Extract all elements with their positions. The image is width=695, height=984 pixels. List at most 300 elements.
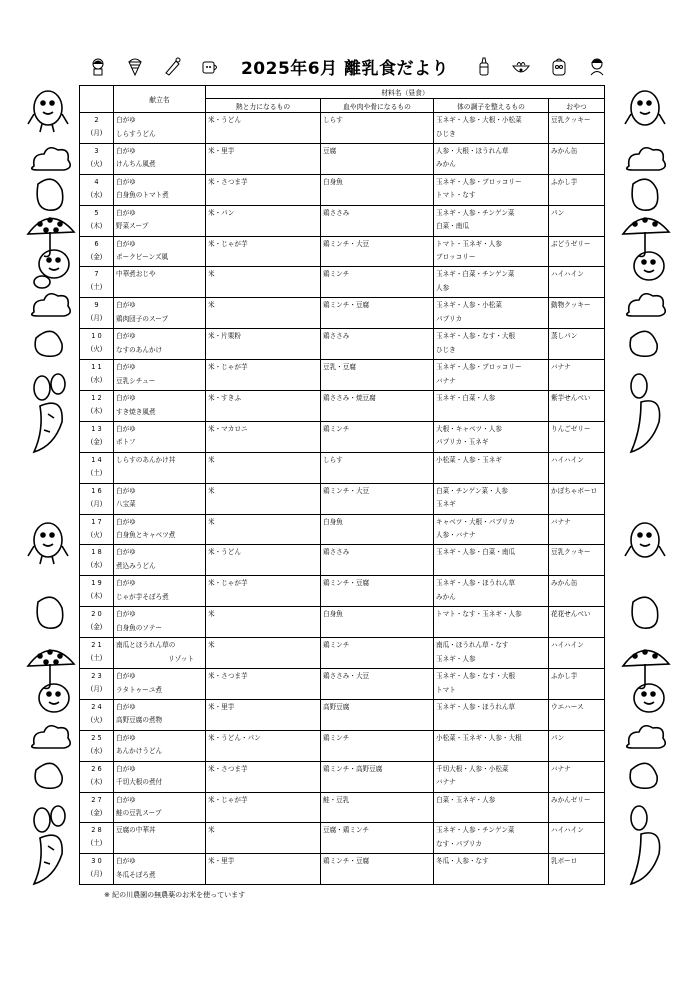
- condition-foods-line: 白菜・玉ネギ・人参: [436, 795, 496, 804]
- body-foods: [321, 143, 434, 174]
- date-cell: [80, 267, 114, 298]
- footnote: ※ 紀の川農園の無農薬のお米を使っています: [104, 891, 246, 899]
- menu-name-line: 白がゆ: [116, 394, 136, 403]
- date-cell: [80, 391, 114, 422]
- condition-foods-line: みかん: [436, 160, 456, 169]
- menu-name-line: リゾット: [168, 654, 194, 663]
- snack-cell: [549, 483, 605, 514]
- energy-foods: [206, 452, 321, 483]
- menu-name: [114, 391, 206, 422]
- baby-doll-icon: [88, 56, 108, 76]
- snack-name: ふかし芋: [551, 672, 578, 681]
- date-cell: [80, 205, 114, 236]
- condition-foods-line: 玉ネギ・人参・チンゲン菜: [436, 826, 515, 835]
- bean-icon: [37, 179, 63, 210]
- energy-foods-line: 米・うどん: [208, 116, 241, 124]
- snack-name: ハイハイン: [551, 455, 584, 464]
- table-row: [80, 483, 605, 514]
- energy-foods: [206, 823, 321, 854]
- menu-name: [114, 730, 206, 761]
- menu-name-line: 白がゆ: [116, 208, 136, 217]
- energy-foods: [206, 483, 321, 514]
- condition-foods: [434, 143, 549, 174]
- day-number: 3: [94, 146, 99, 155]
- table-row: [80, 514, 605, 545]
- bean-icon: [630, 331, 657, 356]
- weekday: (月): [90, 499, 103, 508]
- table-row: [80, 792, 605, 823]
- date-cell: [80, 823, 114, 854]
- menu-name: [114, 576, 206, 607]
- menu-name-line: 白がゆ: [116, 672, 136, 681]
- weekday: (水): [90, 376, 103, 385]
- menu-name-line: 白がゆ: [116, 146, 136, 155]
- menu-name-line: 白がゆ: [116, 239, 136, 248]
- condition-foods-line: ひじき: [436, 345, 456, 354]
- menu-name: [114, 113, 206, 144]
- condition-foods-line: 玉ネギ・人参: [436, 654, 476, 663]
- energy-foods-line: 米・片栗粉: [208, 332, 241, 341]
- day-number: 2 7: [91, 795, 102, 804]
- menu-name-line: ポトフ: [116, 438, 136, 447]
- date-cell: [80, 638, 114, 669]
- menu-name: [114, 267, 206, 298]
- body-foods-line: しらす: [323, 116, 343, 124]
- menu-name-line: 八宝菜: [116, 500, 136, 509]
- table-row: [80, 638, 605, 669]
- condition-foods: [434, 391, 549, 422]
- body-foods-line: 鶏ミンチ: [323, 270, 350, 279]
- day-number: 3 0: [91, 857, 102, 866]
- body-foods: [321, 576, 434, 607]
- snack-cell: [549, 792, 605, 823]
- snack-name: ウエハース: [551, 702, 584, 711]
- body-foods-line: 鮭・豆乳: [323, 795, 350, 804]
- condition-foods: [434, 267, 549, 298]
- backpack-icon: [549, 56, 569, 76]
- menu-name: [114, 607, 206, 638]
- snack-name: バナナ: [551, 764, 571, 773]
- body-foods-line: 鶏ささみ: [323, 548, 350, 557]
- condition-foods: [434, 792, 549, 823]
- date-cell: [80, 360, 114, 391]
- table-row: [80, 174, 605, 205]
- condition-foods-line: バナナ: [436, 376, 456, 385]
- body-foods: [321, 669, 434, 700]
- day-number: 7: [94, 270, 99, 279]
- menu-name: [114, 360, 206, 391]
- table-row: [80, 113, 605, 144]
- energy-foods-line: 米・うどん・パン: [208, 733, 261, 742]
- snack-name: バナナ: [551, 363, 571, 372]
- date-cell: [80, 174, 114, 205]
- cloud-icon: [32, 294, 71, 316]
- bean-icon: [35, 331, 62, 356]
- smiling-bean-icon: [634, 252, 664, 280]
- body-foods: [321, 638, 434, 669]
- body-foods-line: 鶏ミンチ: [323, 733, 350, 742]
- menu-name-line: 鶏肉団子のスープ: [116, 314, 169, 323]
- condition-foods-line: 小松菜・人参・玉ネギ: [436, 455, 502, 464]
- body-foods-line: 豆腐・鶏ミンチ: [323, 826, 370, 835]
- materials-header: 材料名（昼食）: [206, 86, 605, 99]
- condition-foods: [434, 174, 549, 205]
- condition-foods: [434, 854, 549, 885]
- condition-foods-line: トマト・なす・玉ネギ・人参: [436, 610, 522, 619]
- day-number: 2 8: [91, 826, 102, 835]
- snack-cell: [549, 236, 605, 267]
- body-foods-line: 鶏ミンチ・大豆: [323, 486, 370, 495]
- table-row: [80, 854, 605, 885]
- menu-name: [114, 514, 206, 545]
- menu-table: [79, 85, 605, 885]
- day-number: 4: [94, 177, 99, 186]
- snack-name: かぼちゃボーロ: [551, 486, 598, 495]
- condition-foods: [434, 699, 549, 730]
- condition-foods-line: 玉ネギ・白菜・チンゲン菜: [436, 270, 515, 279]
- snack-name: みかんゼリー: [551, 795, 591, 804]
- energy-foods: [206, 421, 321, 452]
- cloud-icon: [627, 726, 666, 748]
- cloud-icon: [627, 148, 666, 170]
- menu-name-line: ラタトゥーユ煮: [116, 685, 162, 694]
- menu-name-line: 中華煮おじや: [116, 270, 156, 279]
- date-cell: [80, 854, 114, 885]
- table-row: [80, 730, 605, 761]
- condition-foods-line: 千切大根・人参・小松菜: [436, 764, 509, 773]
- weekday: (水): [90, 190, 103, 199]
- body-foods: [321, 761, 434, 792]
- body-foods-line: 高野豆腐: [323, 702, 350, 711]
- condition-foods-line: パプリカ: [436, 314, 463, 323]
- snack-cell: [549, 607, 605, 638]
- date-cell: [80, 545, 114, 576]
- left-top-decoration: [24, 86, 76, 456]
- energy-foods: [206, 267, 321, 298]
- energy-foods: [206, 205, 321, 236]
- energy-foods: [206, 391, 321, 422]
- energy-foods-line: 米・パン: [208, 208, 235, 217]
- condition-foods: [434, 236, 549, 267]
- energy-foods: [206, 761, 321, 792]
- condition-foods-line: 玉ネギ: [436, 500, 456, 509]
- menu-name: [114, 699, 206, 730]
- menu-name: [114, 638, 206, 669]
- body-foods-line: 白身魚: [323, 610, 343, 619]
- energy-foods: [206, 854, 321, 885]
- weekday: (金): [90, 437, 103, 446]
- snack-cell: [549, 143, 605, 174]
- snack-cell: [549, 638, 605, 669]
- menu-name-line: 煮込みうどん: [116, 561, 156, 570]
- condition-foods-line: トマト・玉ネギ・人参: [436, 239, 502, 248]
- menu-name: [114, 483, 206, 514]
- menu-name-line: しらすのあんかけ丼: [116, 455, 176, 464]
- condition-foods-line: 冬瓜・人参・なす: [436, 857, 489, 866]
- ice-cream-icon: [125, 56, 145, 76]
- condition-foods: [434, 761, 549, 792]
- menu-name: [114, 545, 206, 576]
- condition-foods: [434, 607, 549, 638]
- menu-name-line: 白がゆ: [116, 116, 136, 124]
- right-top-decoration: [619, 86, 671, 456]
- condition-foods-line: 人参: [436, 283, 450, 292]
- menu-name-line: 白がゆ: [116, 548, 136, 557]
- day-number: 1 9: [91, 579, 102, 588]
- snack-name: ふかし芋: [551, 177, 578, 186]
- snack-cell: [549, 699, 605, 730]
- day-number: 2 5: [91, 733, 102, 742]
- snack-name: パン: [551, 733, 565, 742]
- menu-name-line: 白がゆ: [116, 486, 136, 495]
- bean-icon: [632, 597, 658, 628]
- weekday: (火): [90, 530, 103, 539]
- body-foods: [321, 267, 434, 298]
- body-foods-line: 鶏ささみ・焼豆腐: [323, 394, 376, 403]
- body-foods-line: 鶏ミンチ・豆腐: [323, 579, 370, 588]
- condition-foods-line: 玉ネギ・人参・白菜・南瓜: [436, 548, 516, 557]
- condition-foods-line: 玉ネギ・白菜・人参: [436, 394, 496, 403]
- energy-foods: [206, 576, 321, 607]
- left-bottom-decoration: [24, 518, 76, 888]
- energy-foods: [206, 329, 321, 360]
- condition-foods-line: 白菜・チンゲン菜・人参: [436, 486, 508, 495]
- day-number: 5: [94, 208, 99, 217]
- cloud-icon: [32, 726, 71, 748]
- date-cell: [80, 236, 114, 267]
- date-cell: [80, 699, 114, 730]
- day-number: 1 6: [91, 486, 102, 495]
- condition-foods-line: 白菜・南瓜: [436, 222, 469, 231]
- weekday: (金): [90, 623, 103, 632]
- weekday: (金): [90, 808, 103, 817]
- table-row: [80, 699, 605, 730]
- sweet-potato-icon: [631, 374, 660, 452]
- bean-icon: [35, 763, 62, 788]
- day-number: 1 2: [91, 394, 102, 403]
- menu-name-line: 白がゆ: [116, 764, 136, 773]
- menu-name: [114, 452, 206, 483]
- weekday: (水): [90, 561, 103, 570]
- body-foods: [321, 174, 434, 205]
- condition-foods: [434, 329, 549, 360]
- snack-name: 紫芋せんべい: [551, 394, 591, 403]
- condition-foods-line: みかん: [436, 592, 456, 601]
- sweet-potato-icon: [34, 806, 65, 884]
- umbrella-icon: [623, 218, 669, 257]
- snack-cell: [549, 205, 605, 236]
- day-number: 2 6: [91, 764, 102, 773]
- menu-name-line: 野菜スープ: [116, 222, 149, 231]
- weekday: (火): [90, 159, 103, 168]
- snack-name: ハイハイン: [551, 270, 584, 279]
- date-cell: [80, 421, 114, 452]
- snack-cell: [549, 545, 605, 576]
- body-foods-line: 鶏ささみ・大豆: [323, 672, 370, 681]
- smiling-bean-icon: [34, 250, 69, 288]
- sweet-potato-icon: [34, 374, 65, 452]
- snack-cell: [549, 113, 605, 144]
- menu-name-line: 白がゆ: [116, 610, 136, 619]
- condition-foods: [434, 669, 549, 700]
- menu-name-line: 豆乳シチュー: [116, 376, 156, 385]
- energy-foods-line: 米: [208, 486, 215, 495]
- table-row: [80, 823, 605, 854]
- table-row: [80, 669, 605, 700]
- menu-name-line: 白がゆ: [116, 424, 136, 433]
- snack-cell: [549, 391, 605, 422]
- snack-name: 蒸しパン: [551, 332, 578, 341]
- condition-foods: [434, 421, 549, 452]
- energy-foods-line: 米・じゃが芋: [208, 795, 248, 804]
- weekday: (水): [90, 746, 103, 755]
- snack-name: ハイハイン: [551, 826, 584, 835]
- menu-name-line: 白がゆ: [116, 795, 136, 804]
- menu-name: [114, 792, 206, 823]
- menu-name-line: 高野豆腐の煮物: [116, 716, 163, 725]
- body-foods: [321, 421, 434, 452]
- body-foods: [321, 792, 434, 823]
- date-cell: [80, 143, 114, 174]
- day-number: 1 1: [91, 363, 102, 372]
- table-row: [80, 607, 605, 638]
- body-foods: [321, 730, 434, 761]
- menu-name: [114, 669, 206, 700]
- cloud-icon: [32, 148, 71, 170]
- condition-foods-line: なす・パプリカ: [436, 839, 482, 848]
- weekday: (月): [90, 685, 103, 694]
- table-row: [80, 421, 605, 452]
- condition-foods-line: パプリカ・玉ネギ: [436, 438, 489, 447]
- body-foods-line: 鶏ミンチ・大豆: [323, 239, 370, 248]
- energy-foods: [206, 792, 321, 823]
- condition-foods-line: 玉ネギ・人参・なす・大根: [436, 672, 516, 681]
- condition-foods: [434, 298, 549, 329]
- energy-foods-line: 米・すきふ: [208, 394, 241, 403]
- energy-foods-line: 米・里芋: [208, 702, 235, 711]
- body-foods: [321, 514, 434, 545]
- day-number: 9: [94, 301, 99, 310]
- table-row: [80, 298, 605, 329]
- snack-cell: [549, 452, 605, 483]
- condition-foods-line: 南瓜・ほうれん草・なす: [436, 641, 509, 650]
- snack-cell: [549, 360, 605, 391]
- energy-foods-line: 米・さつま芋: [208, 177, 248, 186]
- body-foods-line: 鶏ささみ: [323, 332, 350, 341]
- snack-cell: [549, 421, 605, 452]
- menu-name-line: 白がゆ: [116, 733, 136, 742]
- body-foods: [321, 113, 434, 144]
- body-foods: [321, 545, 434, 576]
- energy-foods: [206, 143, 321, 174]
- snack-name: バナナ: [551, 517, 571, 526]
- condition-foods: [434, 452, 549, 483]
- snack-name: みかん缶: [551, 579, 578, 588]
- bean-icon: [37, 597, 63, 628]
- table-row: [80, 236, 605, 267]
- date-cell: [80, 730, 114, 761]
- energy-foods-line: 米: [208, 517, 215, 526]
- snack-cell: [549, 514, 605, 545]
- body-foods: [321, 391, 434, 422]
- paintbrush-icon: [163, 56, 183, 76]
- date-cell: [80, 792, 114, 823]
- menu-name: [114, 298, 206, 329]
- table-row: [80, 267, 605, 298]
- condition-foods-line: 玉ネギ・人参・ブロッコリー: [436, 363, 522, 372]
- day-number: 2: [94, 116, 99, 124]
- menu-name-line: 白がゆ: [116, 332, 136, 341]
- menu-name-line: 冬瓜そぼろ煮: [116, 870, 156, 879]
- energy-foods-line: 米・里芋: [208, 857, 235, 866]
- date-cell: [80, 607, 114, 638]
- table-row: [80, 205, 605, 236]
- condition-foods: [434, 514, 549, 545]
- body-foods-line: 鶏ミンチ・高野豆腐: [323, 764, 383, 773]
- condition-foods-line: 玉ネギ・人参・小松菜: [436, 301, 502, 310]
- menu-name: [114, 174, 206, 205]
- condition-foods: [434, 823, 549, 854]
- energy-foods-line: 米・さつま芋: [208, 764, 248, 773]
- date-cell: [80, 298, 114, 329]
- weekday: (月): [90, 314, 103, 323]
- smiling-bean-icon: [28, 91, 68, 132]
- menu-body: [80, 113, 605, 885]
- day-number: 1 4: [91, 455, 102, 464]
- energy-foods: [206, 298, 321, 329]
- body-foods-line: 豆乳・豆腐: [323, 363, 356, 372]
- condition-foods: [434, 638, 549, 669]
- menu-name-line: あんかけうどん: [116, 747, 163, 756]
- condition-header: 体の調子を整えるもの: [434, 99, 549, 113]
- smiling-bean-icon: [625, 91, 665, 125]
- menu-name-line: 白がゆ: [116, 177, 136, 186]
- day-number: 2 3: [91, 672, 102, 681]
- body-foods: [321, 854, 434, 885]
- energy-foods: [206, 113, 321, 144]
- body-foods: [321, 823, 434, 854]
- body-foods: [321, 452, 434, 483]
- weekday: (木): [90, 777, 103, 786]
- snack-name: ハイハイン: [551, 641, 584, 650]
- day-number: 1 0: [91, 332, 102, 341]
- menu-name-line: しらすうどん: [116, 129, 156, 138]
- weekday: (月): [90, 870, 103, 879]
- energy-foods-line: 米・マカロニ: [208, 424, 248, 433]
- body-foods-line: しらす: [323, 455, 343, 464]
- date-cell: [80, 761, 114, 792]
- smiling-bean-icon: [634, 684, 664, 712]
- snack-cell: [549, 298, 605, 329]
- smiling-bean-icon: [625, 523, 665, 557]
- smiling-bean-icon: [39, 684, 69, 712]
- baby-bottle-icon: [474, 56, 494, 76]
- weekday: (木): [90, 407, 103, 416]
- weekday: (火): [90, 345, 103, 354]
- energy-foods: [206, 236, 321, 267]
- menu-name-line: 白がゆ: [116, 363, 136, 372]
- menu-name: [114, 854, 206, 885]
- date-cell: [80, 113, 114, 144]
- body-foods-line: 鶏ミンチ・豆腐: [323, 301, 370, 310]
- condition-foods-line: ひじき: [436, 129, 456, 138]
- menu-name: [114, 143, 206, 174]
- energy-foods: [206, 699, 321, 730]
- date-cell: [80, 669, 114, 700]
- date-cell: [80, 576, 114, 607]
- body-foods: [321, 205, 434, 236]
- snack-name: 花花せんべい: [551, 610, 591, 619]
